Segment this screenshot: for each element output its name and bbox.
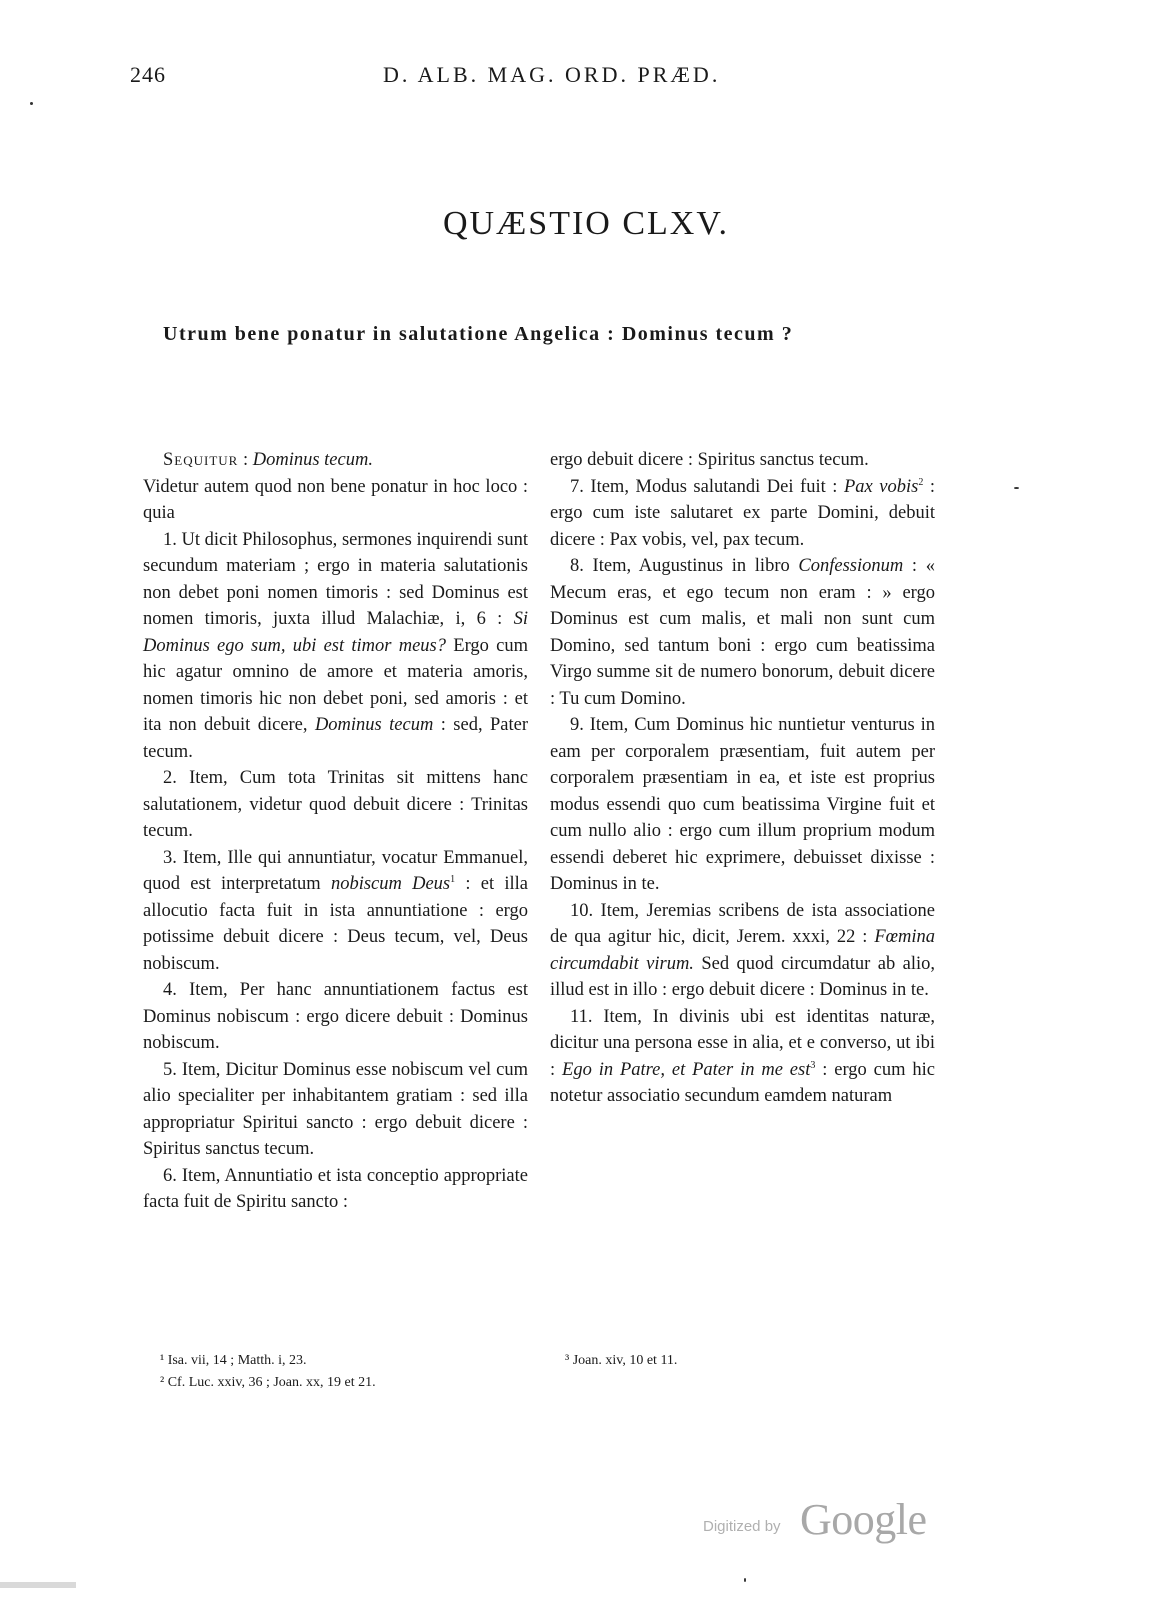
footnote-1: ¹ Isa. vii, 14 ; Matth. i, 23.: [160, 1353, 307, 1368]
p8-text-c: : « Mecum eras, et ego tecum non eram : » ergo Dominus est cum malis, et mali non sunt cum Domino, sed tantum boni : ergo cum beatissima Virgo summe sit de numero bonorum, debuit dicere : Tu cum Domino.: [550, 556, 936, 709]
footnote-3: ³ Joan. xiv, 10 et 11.: [565, 1353, 678, 1368]
p11-text-a: 11. Item, In divinis ubi est identitas naturæ, dicitur una persona esse in alia, et e converso, ut ibi :: [550, 1006, 935, 1080]
paragraph-7: [550, 474, 935, 554]
right-column: [550, 447, 935, 1110]
scan-speck: [744, 1578, 746, 1582]
paragraph-intro: [143, 447, 528, 474]
p10-quote: Fœmina circumdabit virum.: [550, 927, 935, 974]
p8-book-title: Confessionum: [798, 556, 904, 576]
paragraph-6-continued: ergo debuit dicere : Spiritus sanctus tecum.: [550, 450, 869, 470]
footnotes-left: [160, 1350, 520, 1394]
digitized-by-watermark: [703, 1495, 943, 1544]
paragraph-5: 5. Item, Dicitur Dominus esse nobiscum vel cum alio specialiter per inhabitantem gratiam : sed illa appropriatur Spiritui sancto : ergo debuit dicere : Spiritus sanctus tecum.: [143, 1059, 528, 1159]
p3-quote: nobiscum Deus: [330, 874, 451, 894]
footnote-2: ² Cf. Luc. xxiv, 36 ; Joan. xx, 19 et 21.: [160, 1375, 376, 1390]
paragraph-6: 6. Item, Annuntiatio et ista conceptio appropriate facta fuit de Spiritu sancto :: [143, 1165, 528, 1212]
intro-quote: Dominus tecum.: [252, 450, 373, 470]
paragraph-9: 9. Item, Cum Dominus hic nuntietur venturus in eam per corporalem præsentiam, fuit autem per corporalem præsentiam in ea, et iste est proprius modus essendi quo cum beatissima Virgine fuit et cum nullo alio : ergo cum illum proprium modum essendi deberet hic exprimere, debuisset dixisse : Dominus in te.: [550, 715, 935, 894]
running-title: D. ALB. MAG. ORD. PRÆD.: [383, 62, 721, 87]
footnote-ref-3: 3: [810, 1059, 816, 1071]
digitized-by-text: Digitized by: [703, 1518, 781, 1535]
sequitur-word: Sequitur: [163, 450, 239, 470]
question-subtitle: Utrum bene ponatur in salutatione Angelica : Dominus tecum ?: [163, 323, 794, 345]
p7-text-c: : ergo cum iste salutaret ex parte Domini, debuit dicere : Pax vobis, vel, pax tecum.: [550, 476, 935, 550]
p11-text-c: : ergo cum hic notetur associatio secundum eamdem naturam: [550, 1059, 935, 1106]
scan-edge-mark: [0, 1582, 76, 1588]
p1-dominus-tecum: Dominus tecum: [314, 715, 434, 735]
paragraph-2: 2. Item, Cum tota Trinitas sit mittens hanc salutationem, videtur quod debuit dicere : Trinitas tecum.: [143, 768, 528, 841]
running-head: [130, 62, 930, 92]
p10-text-c: Sed quod circumdatur ab alio, illud est in illo : ergo debuit dicere : Dominus in te.: [550, 953, 935, 1000]
left-column: [143, 447, 528, 1216]
paragraph-8: [550, 553, 935, 712]
footnotes-right: [565, 1350, 925, 1372]
p3-text-a: 3. Item, Ille qui annuntiatur, vocatur Emmanuel, quod est interpretatum: [143, 847, 528, 894]
paragraph-10: [550, 898, 935, 1004]
scan-speck: [1014, 487, 1019, 489]
footnote-ref-1: 1: [450, 873, 456, 885]
question-title: QUÆSTIO CLXV.: [442, 205, 730, 242]
p1-text-a: 1. Ut dicit Philosophus, sermones inquirendi sunt secundum materiam ; ergo in materia salutationis non debet poni nomen timoris : sed Dominus est nomen timoris, juxta illud Malachiæ, i, 6 :: [143, 529, 528, 629]
p8-text-a: 8. Item, Augustinus in libro: [570, 556, 799, 576]
paragraph-4: 4. Item, Per hanc annuntiationem factus est Dominus nobiscum : ergo dicere debuit : Dominus nobiscum.: [143, 980, 528, 1053]
page-number: 246: [130, 62, 166, 87]
p10-text-a: 10. Item, Jeremias scribens de ista associatione de qua agitur hic, dicit, Jerem. xxxi, 22 :: [550, 900, 935, 947]
p1-text-e: : sed, Pater tecum.: [143, 715, 529, 762]
p3-text-c: : et illa allocutio facta fuit in ista annuntiatione : ergo potissime debuit dicere : Deus tecum, vel, Deus nobiscum.: [143, 874, 528, 974]
paragraph-videtur: Videtur autem quod non bene ponatur in hoc loco : quia: [143, 476, 528, 523]
scan-speck: [30, 102, 33, 105]
google-logo: Google: [800, 1495, 927, 1544]
p1-quote: Si Dominus ego sum, ubi est timor meus?: [143, 609, 528, 656]
p11-quote: Ego in Patre, et Pater in me est: [562, 1059, 811, 1080]
paragraph-11: [550, 1004, 935, 1110]
intro-colon: :: [238, 450, 253, 470]
footnote-ref-2: 2: [918, 476, 924, 488]
paragraph-1: [143, 527, 528, 766]
p1-text-c: Ergo cum hic agatur omnino de amore et materia amoris, nomen timoris hic non debet poni, sed amoris : et ita non debuit dicere,: [143, 635, 528, 735]
p7-quote: Pax vobis: [843, 476, 919, 497]
paragraph-3: [143, 845, 528, 978]
p7-text-a: 7. Item, Modus salutandi Dei fuit :: [570, 476, 844, 497]
